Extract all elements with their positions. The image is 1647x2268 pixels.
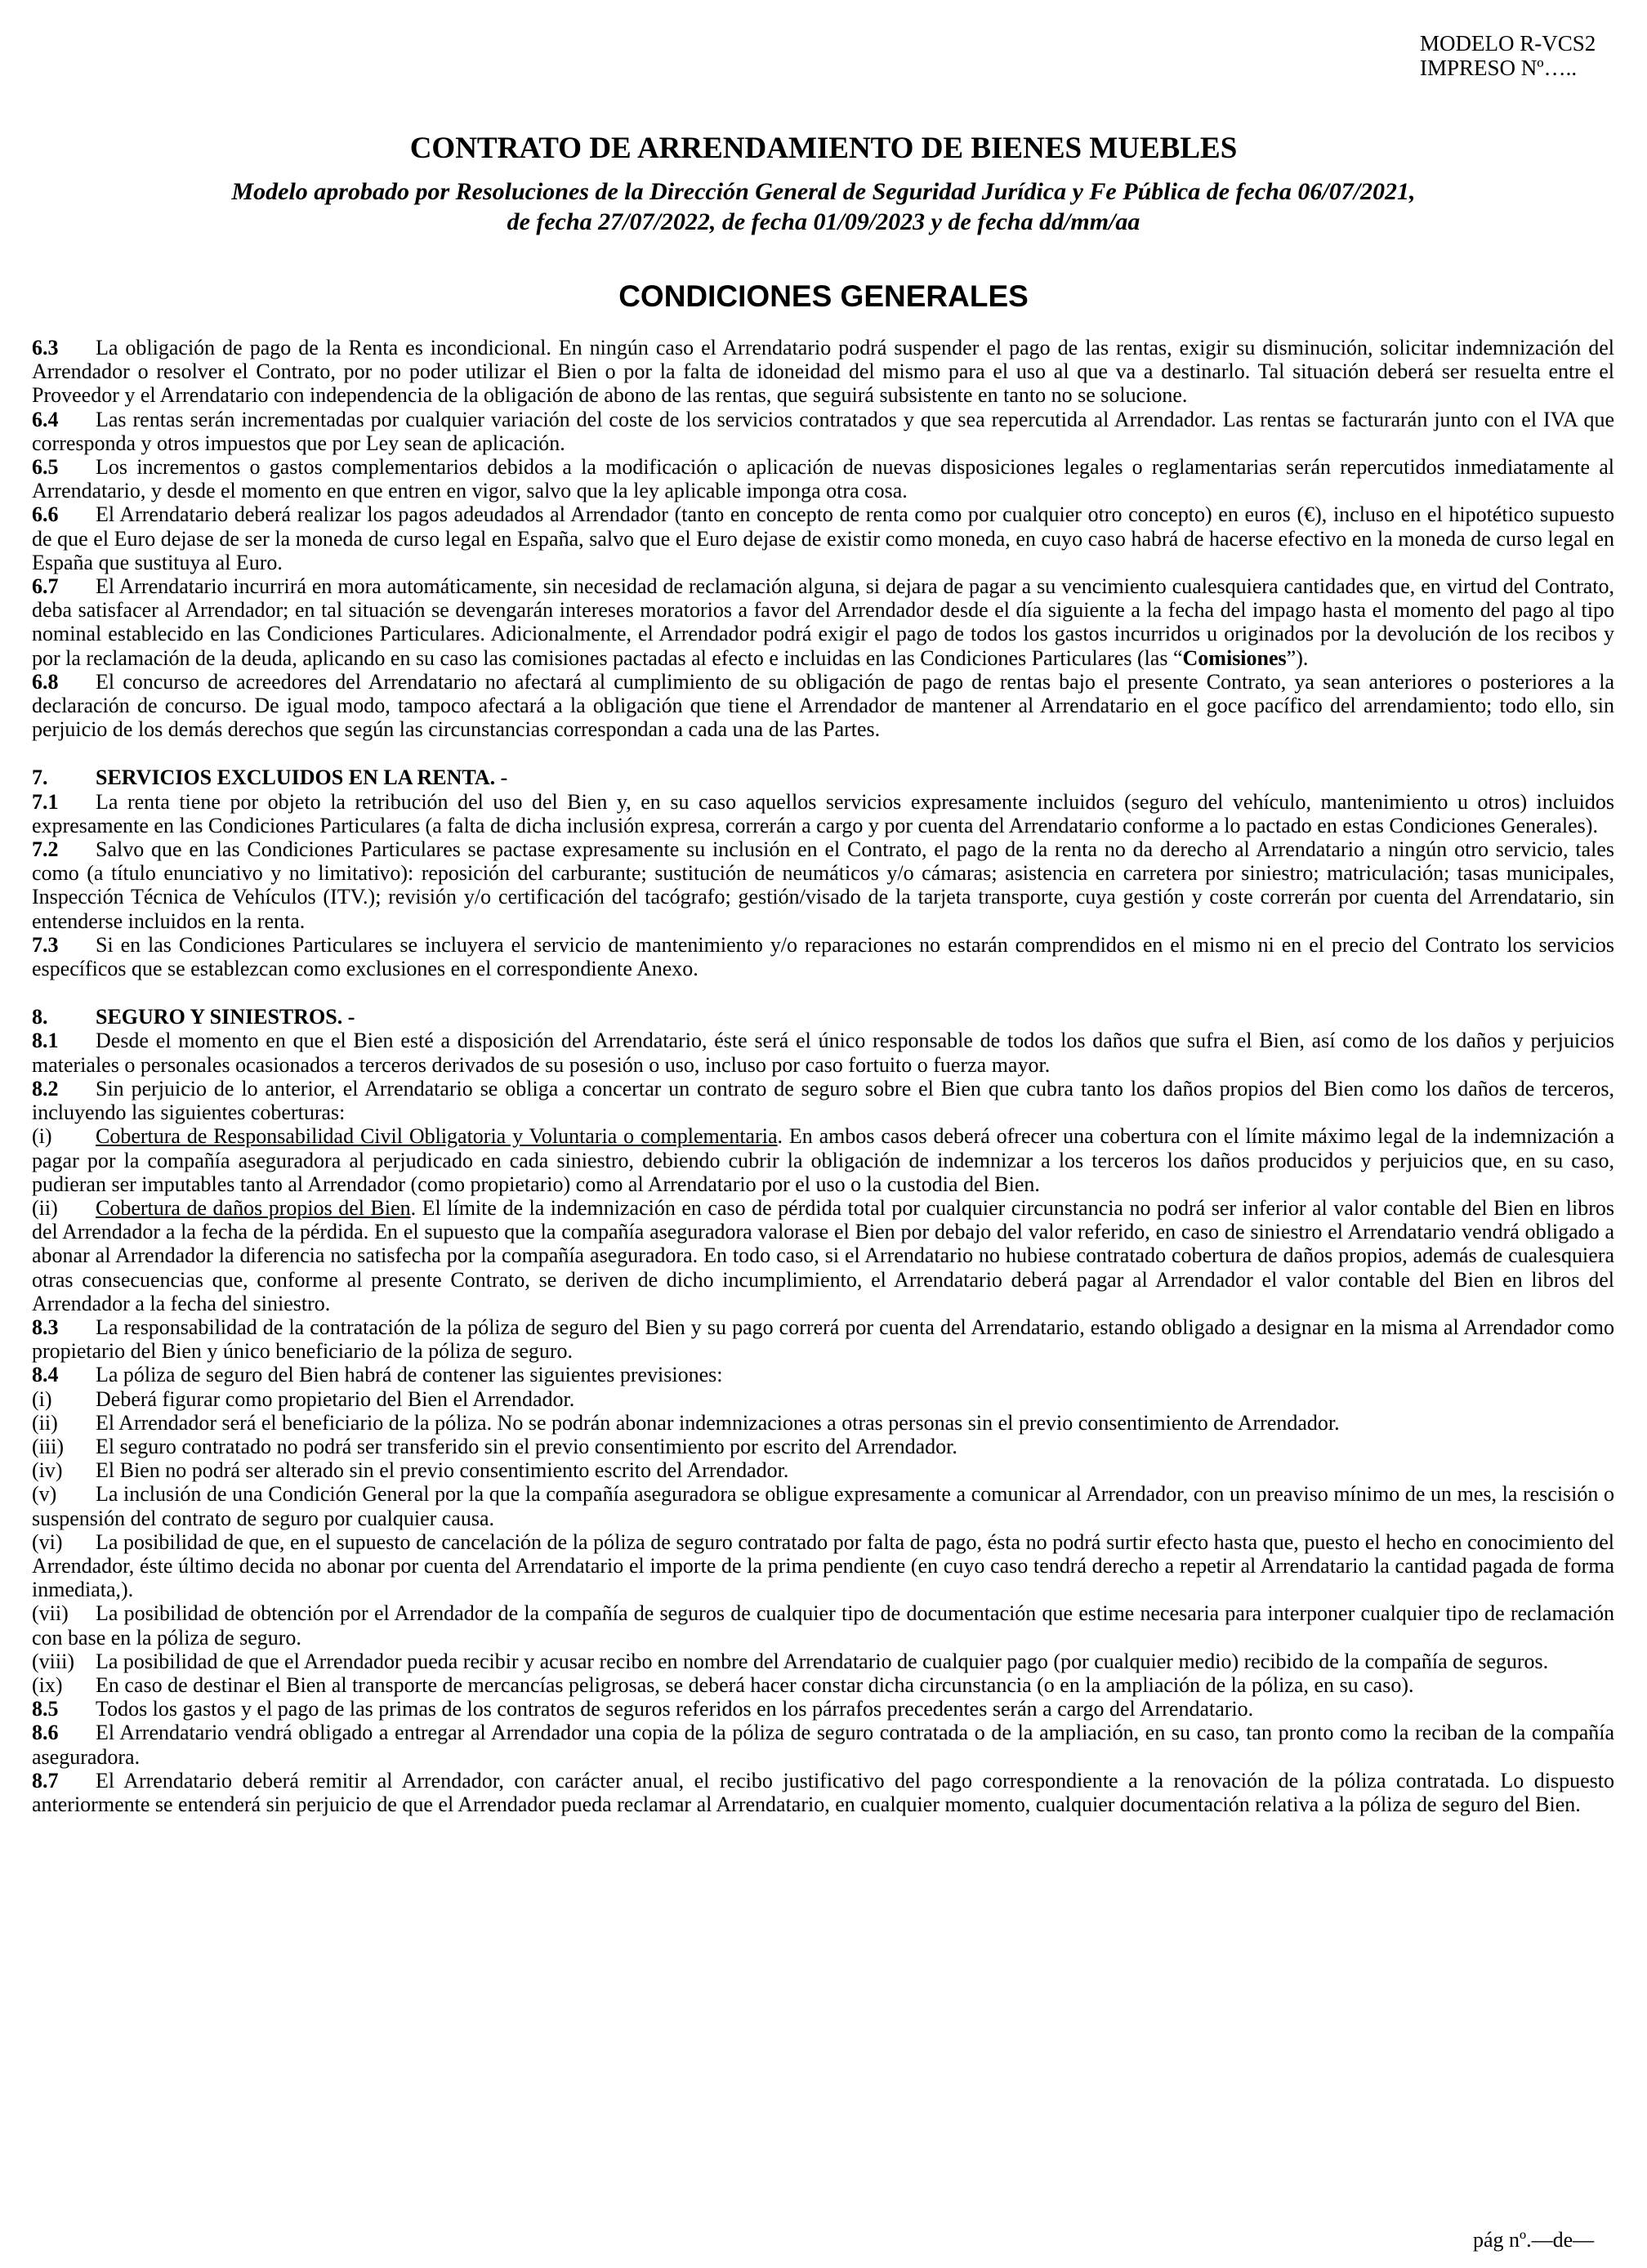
section-number: 7. (32, 766, 48, 790)
item-text: La posibilidad de que, en el supuesto de cancelación de la póliza de seguro contratado por falta de pago, ésta no podrá surtir efecto hasta que, puesto el hecho en conocimiento del Arrendador, éste último decida no abonar por cuenta del Arrendatario el importe de la prima pendiente (en cuyo caso tendrá derecho a repetir al Arrendatario la cantidad pagada de forma inmediata,). (32, 1529, 1614, 1602)
underlined-heading: Cobertura de daños propios del Bien (96, 1195, 411, 1220)
clause-7-1 (32, 790, 1614, 837)
item-text: Deberá figurar como propietario del Bien el Arrendador. (96, 1386, 575, 1411)
section-8-heading (32, 1005, 1614, 1029)
clause-8-2-ii (32, 1196, 1614, 1315)
clause-number: 8.6 (32, 1721, 59, 1745)
item-number: (ix) (32, 1672, 63, 1697)
clause-number: 8.2 (32, 1076, 59, 1101)
document-body (32, 336, 1614, 1816)
clause-8-4-item (32, 1458, 1614, 1482)
model-code: MODELO R-VCS2 (1420, 31, 1596, 56)
clause-number: 8.4 (32, 1363, 59, 1387)
clause-number: 6.7 (32, 574, 59, 599)
clause-8-2-i (32, 1124, 1614, 1196)
clause-number: 8.3 (32, 1315, 59, 1339)
clause-8-4-item (32, 1482, 1614, 1529)
section-number: 8. (32, 1005, 48, 1029)
item-number: (v) (32, 1482, 57, 1507)
clause-8-4-item (32, 1530, 1614, 1602)
clause-number: 6.8 (32, 669, 59, 694)
item-text: La inclusión de una Condición General por la que la compañía aseguradora se obligue expresamente a comunicar al Arrendador, con un preaviso mínimo de un mes, la rescisión o suspensión del contrato de seguro por cualquier causa. (32, 1482, 1614, 1530)
clause-8-4-item (32, 1650, 1614, 1673)
item-number: (iv) (32, 1458, 63, 1483)
clause-8-4-item (32, 1411, 1614, 1435)
clause-text: El Arrendatario deberá realizar los pagos adeudados al Arrendador (tanto en concepto de renta como por cualquier otro concepto) en euros (€), incluso en el hipotético supuesto de que el Euro dejase de ser la moneda de curso legal en España, salvo que el Euro dejase de existir como moneda, en cuyo caso habrá de hacerse efectivo en la moneda de curso legal en España que sustituya al Euro. (32, 502, 1614, 574)
clause-number: 8.5 (32, 1697, 59, 1721)
clause-8-7 (32, 1769, 1614, 1816)
conditions-heading: CONDICIONES GENERALES (618, 279, 1029, 313)
clause-6-8 (32, 670, 1614, 742)
clause-6-4 (32, 408, 1614, 455)
underlined-heading: Cobertura de Responsabilidad Civil Obligatoria y Voluntaria o complementaria (96, 1124, 778, 1149)
clause-text: . En ambos casos deberá ofrecer una cobertura con el límite máximo legal de la indemnización a pagar por la compañía aseguradora al perjudicado en cada siniestro, debiendo cubrir la obligación de indemnizar a los terceros los daños producidos y perjuicios que, en su caso, pudieran ser imputables tanto al Arrendador (como propietario) como al Arrendatario por el uso o la custodia del Bien. (32, 1124, 1614, 1196)
item-text: El seguro contratado no podrá ser transferido sin el previo consentimiento por escrito del Arrendador. (96, 1434, 957, 1458)
section-7-heading (32, 766, 1614, 789)
clause-6-3 (32, 336, 1614, 408)
clause-text: El Arrendatario vendrá obligado a entregar al Arrendador una copia de la póliza de seguro contratada o de la ampliación, en su caso, tan pronto como la reciban de la compañía aseguradora. (32, 1721, 1614, 1769)
clause-number: 6.3 (32, 336, 59, 359)
clause-text: Los incrementos o gastos complementarios debidos a la modificación o aplicación de nuevas disposiciones legales o reglamentarias serán repercutidos inmediatamente al Arrendatario, y desde el momento en que entren en vigor, salvo que la ley aplicable imponga otra cosa. (32, 455, 1614, 503)
clause-8-4-item (32, 1673, 1614, 1697)
clause-6-6 (32, 502, 1614, 574)
clause-8-5 (32, 1697, 1614, 1721)
clause-number: 7.3 (32, 932, 59, 957)
clause-7-3 (32, 933, 1614, 980)
clause-bold-term: Comisiones (1182, 645, 1287, 670)
clause-text: La renta tiene por objeto la retribución del uso del Bien y, en su caso aquellos servicios expresamente incluidos (seguro del vehículo, mantenimiento u otros) incluidos expresamente en las Condiciones Particulares (a falta de dicha inclusión expresa, correrán a cargo y por cuenta del Arrendatario conforme a lo pactado en estas Condiciones Generales). (32, 789, 1614, 837)
clause-number: 6.5 (32, 455, 59, 480)
clause-8-6 (32, 1721, 1614, 1768)
page-number-footer: pág nº.—de— (1473, 2228, 1595, 2252)
clause-text: La póliza de seguro del Bien habrá de contener las siguientes previsiones: (96, 1363, 723, 1387)
header-block (1420, 31, 1596, 80)
clause-6-5 (32, 455, 1614, 502)
clause-8-2 (32, 1077, 1614, 1124)
clause-text: El Arrendatario incurrirá en mora automáticamente, sin necesidad de reclamación alguna, si dejara de pagar a su vencimiento cualesquiera cantidades que, en virtud del Contrato, deba satisfacer al Arrendador; en tal situación se devengarán intereses moratorios a favor del Arrendador desde el día siguiente a la fecha del impago hasta el momento del pago al tipo nominal establecido en las Condiciones Particulares. Adicionalmente, el Arrendador podrá exigir el pago de todos los gastos incurridos u originados por la devolución de los recibos y por la reclamación de la deuda, aplicando en su caso las comisiones pactadas al efecto e incluidas en las Condiciones Particulares (las “ (32, 574, 1614, 670)
clause-text: . El límite de la indemnización en caso de pérdida total por cualquier circunstancia no podrá ser inferior al valor contable del Bien en libros del Arrendador a la fecha de la pérdida. En el supuesto que la compañía aseguradora valorase el Bien por debajo del valor referido, en caso de siniestro el Arrendatario vendrá obligado a abonar al Arrendador la diferencia no satisfecha por la compañía aseguradora. En todo caso, si el Arrendatario no hubiese contratado cobertura de daños propios, además de cualesquiera otras consecuencias que, conforme al presente Contrato, se deriven de dicho incumplimiento, el Arrendatario deberá pagar al Arrendador el valor contable del Bien en libros del Arrendador a la fecha del siniestro. (32, 1195, 1615, 1315)
clause-number: 7.2 (32, 837, 59, 862)
clause-text: Salvo que en las Condiciones Particulares se pactase expresamente su inclusión en el Contrato, el pago de la renta no da derecho al Arrendatario a ningún otro servicio, tales como (a título enunciativo y no limitativo): reposición del carburante; sustitución de neumáticos y/o cámaras; asistencia en carretera por siniestro; matriculación; tasas municipales, Inspección Técnica de Vehículos (ITV.); revisión y/o certificación del tacógrafo; gestión/visado de la tarjeta transporte, cuya gestión y coste correrán por cuenta del Arrendatario, sin entenderse incluidos en la renta. (32, 837, 1614, 933)
item-number: (viii) (32, 1649, 74, 1673)
item-text: En caso de destinar el Bien al transporte de mercancías peligrosas, se deberá hacer constar dicha circunstancia (o en la ampliación de la póliza, en su caso). (96, 1672, 1414, 1697)
section-title: SEGURO Y SINIESTROS. - (96, 1005, 355, 1029)
document-title: CONTRATO DE ARRENDAMIENTO DE BIENES MUEBLES (409, 132, 1238, 165)
print-number: IMPRESO Nº….. (1420, 56, 1578, 80)
clause-tail: ”). (1286, 645, 1309, 670)
clause-number: 6.4 (32, 407, 59, 431)
clause-number: 7.1 (32, 789, 59, 814)
item-number: (vi) (32, 1529, 63, 1554)
clause-text: Todos los gastos y el pago de las primas de los contratos de seguros referidos en los párrafos precedentes serán a cargo del Arrendatario. (96, 1697, 1254, 1721)
clause-text: El concurso de acreedores del Arrendatario no afectará al cumplimiento de su obligación de pago de rentas bajo el presente Contrato, ya sean anteriores o posteriores a la declaración de concurso. De igual modo, tampoco afectará a la obligación que tiene el Arrendador de mantener al Arrendatario en el goce pacífico del arrendamiento; todo ello, sin perjuicio de los demás derechos que según las circunstancias correspondan a cada una de las Partes. (32, 669, 1614, 742)
clause-text: La obligación de pago de la Renta es incondicional. En ningún caso el Arrendatario podrá suspender el pago de las rentas, exigir su disminución, solicitar indemnización del Arrendador o resolver el Contrato, por no poder utilizar el Bien o por la falta de idoneidad del mismo para el uso al que va a destinarlo. Tal situación deberá ser resuelta entre el Proveedor y el Arrendatario con independencia de la obligación de abono de las rentas, que seguirá subsistente en tanto no se solucione. (32, 336, 1614, 408)
item-number: (iii) (32, 1434, 64, 1458)
clause-text: Sin perjuicio de lo anterior, el Arrendatario se obliga a concertar un contrato de seguro sobre el Bien que cubra tanto los daños propios del Bien como los daños de terceros, incluyendo las siguientes coberturas: (32, 1076, 1614, 1125)
item-text: La posibilidad de que el Arrendador pueda recibir y acusar recibo en nombre del Arrendatario de cualquier pago (por cualquier medio) recibido de la compañía de seguros. (96, 1649, 1549, 1673)
clause-8-4-item (32, 1601, 1614, 1649)
clause-number: 6.6 (32, 502, 59, 527)
item-number: (i) (32, 1386, 52, 1411)
item-text: El Arrendador será el beneficiario de la póliza. No se podrán abonar indemnizaciones a otras personas sin el previo consentimiento de Arrendador. (96, 1410, 1340, 1435)
item-number: (vii) (32, 1601, 69, 1626)
clause-8-4 (32, 1363, 1614, 1386)
item-number: (ii) (32, 1410, 58, 1435)
clause-6-7 (32, 574, 1614, 670)
clause-number: 8.1 (32, 1029, 59, 1053)
subtitle-line-2: de fecha 27/07/2022, de fecha 01/09/2023 y de fecha dd/mm/aa (507, 208, 1140, 235)
section-title: SERVICIOS EXCLUIDOS EN LA RENTA. - (96, 766, 508, 790)
item-text: La posibilidad de obtención por el Arrendador de la compañía de seguros de cualquier tipo de documentación que estime necesaria para interponer cualquier tipo de reclamación con base en la póliza de seguro. (32, 1601, 1614, 1650)
clause-text: Si en las Condiciones Particulares se incluyera el servicio de mantenimiento y/o reparaciones no estarán comprendidos en el mismo ni en el precio del Contrato los servicios específicos que se establezcan como exclusiones en el correspondiente Anexo. (32, 932, 1614, 981)
item-text: El Bien no podrá ser alterado sin el previo consentimiento escrito del Arrendador. (96, 1458, 789, 1483)
clause-7-2 (32, 837, 1614, 933)
clause-8-1 (32, 1029, 1614, 1076)
clause-number: 8.7 (32, 1768, 59, 1793)
clause-8-4-item (32, 1435, 1614, 1458)
clause-text: Las rentas serán incrementadas por cualquier variación del coste de los servicios contratados y que sea repercutida al Arrendador. Las rentas se facturarán junto con el IVA que corresponda y otros impuestos que por Ley sean de aplicación. (32, 407, 1614, 455)
clause-text: El Arrendatario deberá remitir al Arrendador, con carácter anual, el recibo justificativo del pago correspondiente a la renovación de la póliza contratada. Lo dispuesto anteriormente se entenderá sin perjuicio de que el Arrendador pueda reclamar al Arrendatario, en cualquier momento, cualquier documentación relativa a la póliza de seguro del Bien. (32, 1768, 1614, 1816)
clause-text: Desde el momento en que el Bien esté a disposición del Arrendatario, éste será el único responsable de todos los daños que sufra el Bien, así como de los daños y perjuicios materiales o personales ocasionados a terceros derivados de su posesión o uso, incluso por caso fortuito o fuerza mayor. (32, 1029, 1614, 1077)
clause-8-3 (32, 1315, 1614, 1363)
subtitle-line-1: Modelo aprobado por Resoluciones de la Dirección General de Seguridad Jurídica y Fe Pública de fecha 06/07/2021, (231, 178, 1416, 205)
item-number: (i) (32, 1124, 52, 1149)
document-subtitle (0, 176, 1647, 237)
clause-8-4-item (32, 1387, 1614, 1411)
clause-text: La responsabilidad de la contratación de la póliza de seguro del Bien y su pago correrá por cuenta del Arrendatario, estando obligado a designar en la misma al Arrendador como propietario del Bien y único beneficiario de la póliza de seguro. (32, 1315, 1614, 1364)
item-number: (ii) (32, 1195, 58, 1220)
